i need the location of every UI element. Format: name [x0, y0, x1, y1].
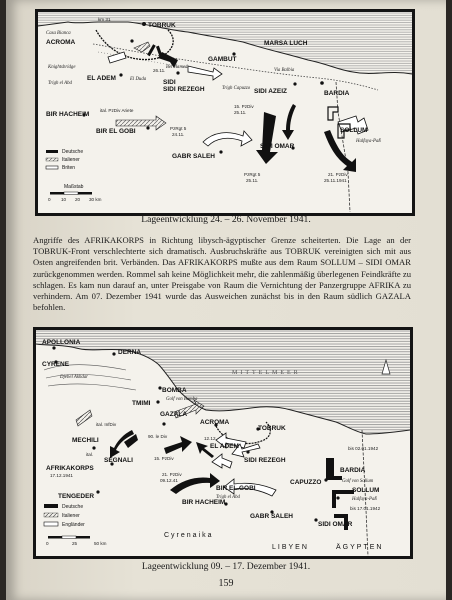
label-gazala: GAZALA — [160, 411, 188, 418]
label-bardia: BARDIA — [324, 90, 350, 97]
legend-englaender: Engländer — [62, 522, 85, 528]
label-gabr-saleh-2: GABR SALEH — [250, 513, 293, 520]
label-tobruk-2: TOBRUK — [258, 425, 286, 432]
label-golf-bomba: Golf von Bomba — [166, 397, 198, 402]
label-gabr-saleh: GABR SALEH — [172, 153, 215, 160]
label-21-pzdiv-2: 21. PzDiv — [162, 472, 182, 477]
scale2-tick-50: 50 km — [94, 541, 107, 546]
label-halfaya: Halfaya-Paß — [356, 139, 381, 144]
label-pzrgt5-date: 24.11. — [172, 132, 185, 137]
label-90-le-div: 90. le Div — [148, 434, 168, 439]
label-djebel: Djebel Akhdar — [60, 375, 89, 380]
label-aegypten: ÄGYPTEN — [336, 544, 384, 551]
label-libyen: LIBYEN — [272, 544, 309, 551]
label-mechili: MECHILI — [72, 437, 99, 444]
label-via-balbia: Via Balbia — [274, 68, 295, 73]
label-cyrene: CYRENE — [42, 361, 70, 368]
label-21-pzdiv-date: 25.11.1941 — [324, 178, 347, 183]
label-trigh-el-abd-2: Trigh el Abd — [216, 495, 240, 500]
label-sollum-2: SOLLUM — [352, 487, 380, 494]
label-el-duda: El Duda — [130, 77, 147, 82]
label-casa-bianca: Casa Bianca — [46, 31, 71, 36]
frontier-wire — [336, 82, 350, 212]
book-page — [6, 0, 446, 600]
label-sidi-rezegh-1: SIDI — [163, 79, 176, 86]
label-ital-infdiv: ital. InfDiv — [96, 422, 117, 427]
label-capuzzo: CAPUZZO — [290, 479, 322, 486]
label-segnali: SEGNALI — [104, 457, 133, 464]
legend-deutsche-2: Deutsche — [62, 504, 84, 510]
scale2-tick-25: 25 — [72, 541, 78, 546]
map-december-1941 — [33, 327, 413, 559]
label-bir-el-gobi-2: BIR EL GOBI — [216, 485, 256, 492]
map1-scale-bar — [48, 184, 102, 202]
label-ital: ital. — [86, 452, 94, 457]
scale-tick-30: 30 km — [89, 197, 102, 202]
map2-scale-bar — [46, 536, 107, 546]
body-paragraph: Angriffe des AFRIKAKORPS in Richtung libysch-ägyptischer Grenze scheiterten. Die Lage an der TOBRUK-Front verschlechterte sich dramatisch. Ausbruchskräfte aus TOBRUK vereinigten sich mit aus Osten angreifenden brit. Verbänden. Das AFRIKAKORPS mußte aus dem Raum SOLLUM – SIDI OMAR zurückgenommen werden. Rommel sah keine Möglichkeit mehr, die zahlenmäßig überlegenen Feindkräfte zu schlagen. Es kam nun darauf an, unter Preisgabe von Raum die Vernichtung der Panzergruppe AFRIKA zu verhindern. Am 07. Dezember 1941 wurde das Ausweichen zunächst bis in den Raum südlich GAZALA befohlen. — [33, 235, 411, 313]
label-21-pzdiv: 21. PzDiv — [328, 172, 348, 177]
caption-map1: Lageentwicklung 24. – 26. November 1941. — [141, 214, 311, 225]
map2-drawing — [36, 330, 410, 556]
label-pzrgt5: PzRgt 5 — [170, 126, 187, 131]
label-knightsbridge: Knightsbridge — [48, 65, 76, 70]
label-12-12: 12.12. — [204, 436, 217, 441]
sea-area — [38, 12, 412, 74]
map1-legend — [46, 149, 83, 171]
label-bir-hacheim: BIR HACHEIM — [46, 111, 90, 118]
label-apollonia: APOLLONIA — [42, 339, 81, 346]
scale-tick-20: 20 — [75, 197, 81, 202]
label-15-pzdiv-date: 25.11. — [234, 110, 247, 115]
label-cyrenaika: Cyrenaika — [164, 532, 214, 539]
caption-map2: Lageentwicklung 09. – 17. Dezember 1941. — [141, 561, 311, 572]
label-bis-02-01: bis 02.01.1942 — [348, 446, 379, 451]
label-sidi-omar: SIDI OMAR — [260, 143, 295, 150]
map1-drawing — [38, 12, 412, 213]
label-sidi-rezegh: SIDI REZEGH — [163, 86, 205, 93]
map2-legend — [44, 504, 85, 528]
page-number: 159 — [218, 578, 234, 589]
scale-title: Maßstab — [64, 184, 84, 190]
label-tobruk: TOBRUK — [148, 22, 176, 29]
label-15-pzdiv: 15. PzDiv — [234, 104, 254, 109]
label-pzrgt5b: PzRgt 5 — [244, 172, 261, 177]
label-el-adem-2: EL ADEM — [210, 443, 239, 450]
label-marsa-luch: MARSA LUCH — [264, 40, 308, 47]
scale-tick-0: 0 — [48, 197, 51, 202]
label-21-pzdiv-date-2: 09.12.41 — [160, 478, 178, 483]
label-acroma-2: ACROMA — [200, 419, 230, 426]
label-sidi-omar-2: SIDI OMAR — [318, 521, 353, 528]
label-mittelmeer: MITTELMEER — [232, 370, 301, 376]
label-bir-hacheim-2: BIR HACHEIM — [182, 499, 226, 506]
label-sidi-azeiz: SIDI AZEIZ — [254, 88, 287, 95]
label-pzrgt5b-date: 25.11. — [246, 178, 259, 183]
label-trigh-capuzzo: Trigh Capuzzo — [222, 86, 251, 91]
label-ariete: ital. PzDiv Ariete — [100, 108, 134, 113]
label-bis-17-01: bis 17.01.1942 — [350, 506, 381, 511]
label-tmimi: TMIMI — [132, 400, 151, 407]
label-15-pzdiv-2: 15. PzDiv — [154, 456, 174, 461]
label-26-11: 26.11. — [153, 68, 166, 73]
legend-italiener: Italiener — [62, 157, 80, 163]
label-afrikakorps-date: 17.12.1941 — [50, 473, 73, 478]
label-tengeder: TENGEDER — [58, 493, 95, 500]
label-acroma: ACROMA — [46, 39, 76, 46]
label-golf-sollum: Golf von Sollum — [342, 479, 374, 484]
label-afrikakorps: AFRIKAKORPS — [46, 465, 94, 472]
label-km31: km 31 — [98, 17, 111, 22]
scale-tick-10: 10 — [61, 197, 67, 202]
label-sollum: SOLLUM — [340, 127, 368, 134]
label-bir-el-gobi: BIR EL GOBI — [96, 128, 136, 135]
label-trigh-el-abd: Trigh el Abd — [48, 81, 72, 86]
label-sidi-rezegh-2: SIDI REZEGH — [244, 457, 286, 464]
label-bardia-2: BARDIA — [340, 467, 366, 474]
map-november-1941 — [35, 9, 415, 216]
label-halfaya-2: Halfaya-Paß — [352, 497, 377, 502]
label-bomba: BOMBA — [162, 387, 187, 394]
legend-italiener-2: Italiener — [62, 513, 80, 519]
djebel-hills — [44, 365, 136, 390]
label-el-adem: EL ADEM — [87, 75, 116, 82]
label-gambut: GAMBUT — [208, 56, 237, 63]
scale2-tick-0: 0 — [46, 541, 49, 546]
label-bel-hamed: Bel Hamed — [166, 65, 188, 70]
legend-briten: Briten — [62, 165, 76, 171]
legend-deutsche: Deutsche — [62, 149, 84, 155]
label-derna: DERNA — [118, 349, 142, 356]
